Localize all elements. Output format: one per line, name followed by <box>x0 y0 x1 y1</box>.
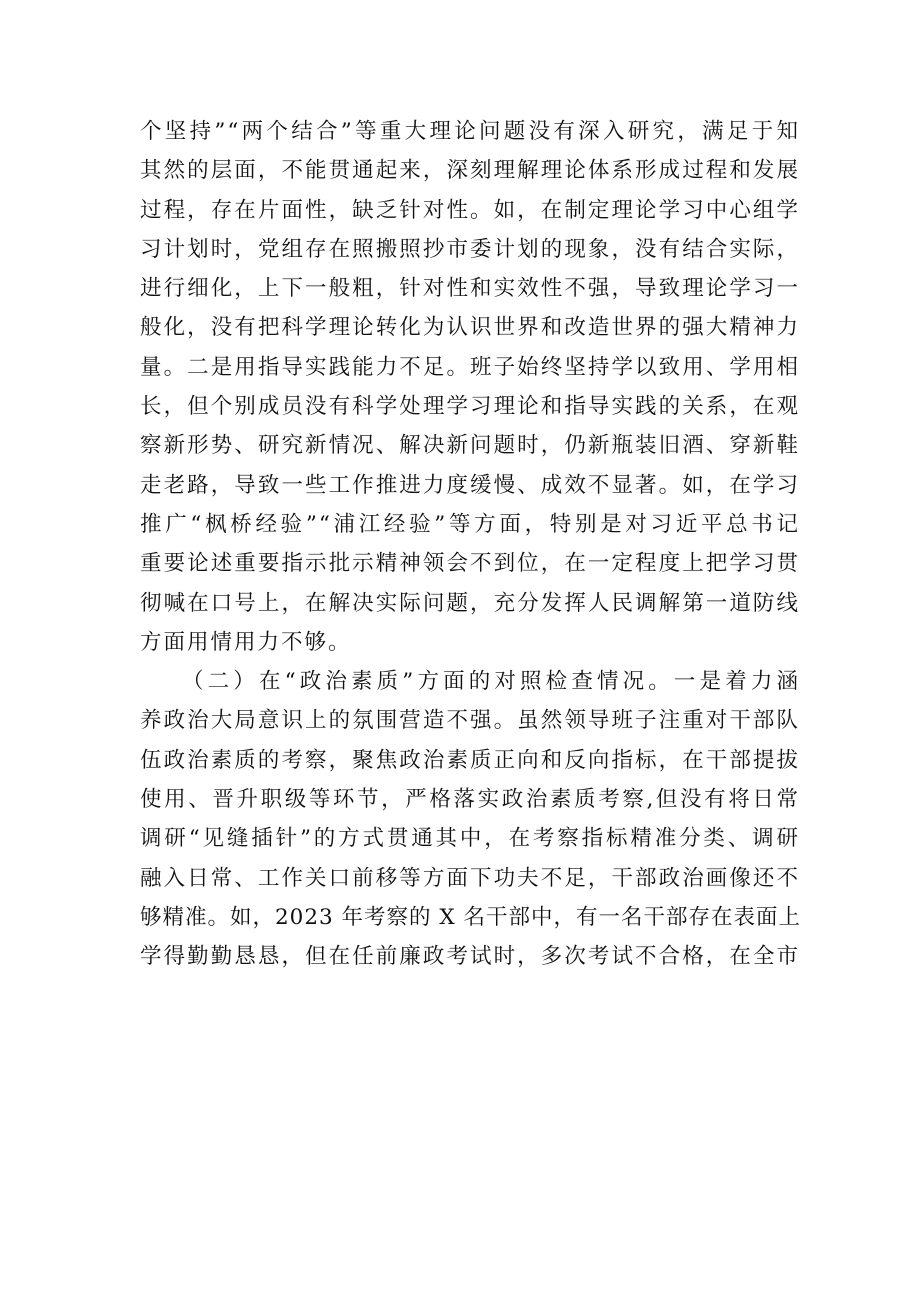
text-line: （二）在“政治素质”方面的对照检查情况。一是着力涵 <box>182 669 800 695</box>
text-line: 习计划时，党组存在照搬照抄市委计划的现象，没有结合实际， <box>140 236 800 262</box>
text-line: 其然的层面，不能贯通起来，深刻理解理论体系形成过程和发展 <box>140 158 800 184</box>
text-line: 量。二是用指导实践能力不足。班子始终坚持学以致用、学用相 <box>140 354 800 380</box>
text-line: 长，但个别成员没有科学处理学习理论和指导实践的关系，在观 <box>140 394 800 420</box>
text-line: 够精准。如，2023 年考察的 X 名干部中，有一名干部存在表面上 <box>140 904 802 930</box>
text-line: 般化，没有把科学理论转化为认识世界和改造世界的强大精神力 <box>140 315 800 341</box>
text-line: 学得勤勤恳恳，但在任前廉政考试时，多次考试不合格，在全市 <box>140 944 800 970</box>
text-line: 个坚持”“两个结合”等重大理论问题没有深入研究，满足于知 <box>140 119 800 144</box>
text-line: 彻喊在口号上，在解决实际问题，充分发挥人民调解第一道防线 <box>140 590 800 616</box>
text-line: 使用、晋升职级等环节，严格落实政治素质考察,但没有将日常 <box>140 787 800 813</box>
text-line: 养政治大局意识上的氛围营造不强。虽然领导班子注重对干部队 <box>140 708 800 734</box>
text-line: 重要论述重要指示批示精神领会不到位，在一定程度上把学习贯 <box>140 551 800 577</box>
text-line: 进行细化，上下一般粗，针对性和实效性不强，导致理论学习一 <box>140 276 800 302</box>
body-text <box>140 112 800 977</box>
text-line: 推广“枫桥经验”“浦江经验”等方面，特别是对习近平总书记 <box>140 511 800 537</box>
text-line: 走老路，导致一些工作推进力度缓慢、成效不显著。如，在学习 <box>140 472 800 498</box>
text-line: 察新形势、研究新情况、解决新问题时，仍新瓶装旧酒、穿新鞋 <box>140 433 800 459</box>
text-line: 方面用情用力不够。 <box>140 629 352 655</box>
text-line: 调研“见缝插针”的方式贯通其中，在考察指标精准分类、调研 <box>140 826 800 852</box>
text-line: 融入日常、工作关口前移等方面下功夫不足，干部政治画像还不 <box>140 865 800 891</box>
text-line: 伍政治素质的考察，聚焦政治素质正向和反向指标，在干部提拔 <box>140 747 800 773</box>
text-line: 过程，存在片面性，缺乏针对性。如，在制定理论学习中心组学 <box>140 197 800 223</box>
